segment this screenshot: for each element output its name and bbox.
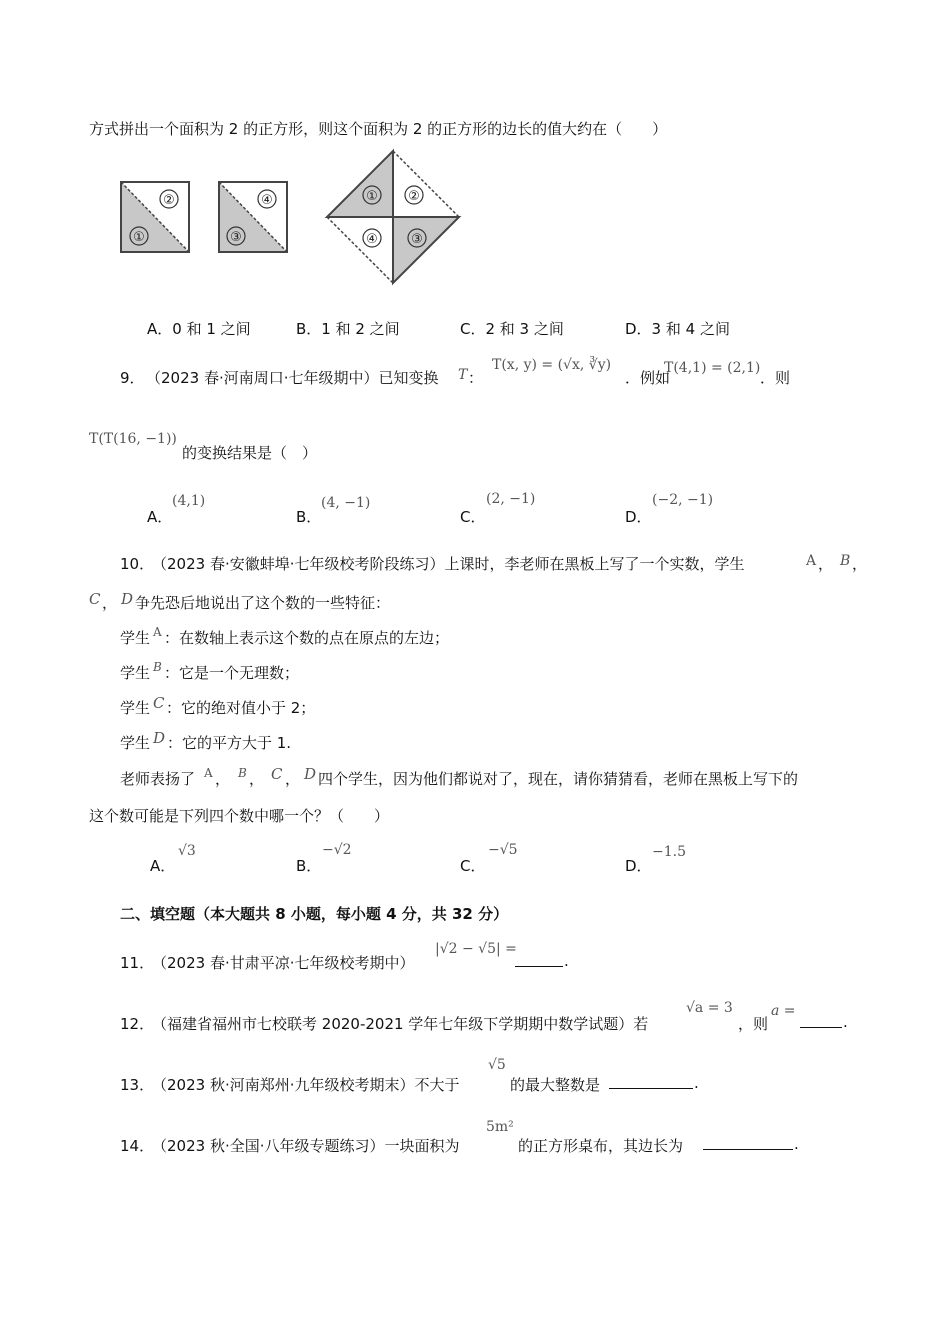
label-2: ② — [408, 189, 420, 204]
q8-option-c[interactable]: C．2 和 3 之间 — [460, 320, 564, 338]
q10-option-a-letter[interactable]: A． — [150, 857, 176, 875]
q13-answer-blank[interactable] — [609, 1074, 693, 1089]
q10-claim-b-var: B — [153, 660, 162, 674]
q10-claim-c-var: C — [153, 694, 165, 712]
q13-number: 13． — [120, 1076, 155, 1094]
q10-comma: ， — [852, 555, 868, 573]
q9-source: （2023 春·河南周口·七年级期中）已知变换 — [146, 369, 439, 387]
q9-var-t: T — [458, 367, 468, 383]
q8-option-d[interactable]: D．3 和 4 之间 — [625, 320, 730, 338]
q10-option-d-value[interactable]: −1.5 — [652, 844, 686, 860]
q10-claim-d-var: D — [153, 729, 166, 747]
q11-formula: |√2 − √5| = — [435, 941, 517, 957]
q10-comma: ， — [285, 770, 301, 788]
q9-option-c-value[interactable]: (2, −1) — [486, 491, 536, 507]
q13-formula: √5 — [488, 1057, 506, 1073]
square-3-4 — [219, 182, 287, 252]
q12-number: 12． — [120, 1015, 155, 1033]
triangle-1 — [327, 151, 393, 217]
q10-option-b-value[interactable]: −√2 — [322, 842, 352, 858]
q12-end: . — [843, 1013, 848, 1031]
triangle-3 — [393, 217, 459, 283]
q12-formula: √a = 3 — [686, 1000, 733, 1016]
q10-claim-c: ：它的绝对值小于 2； — [166, 699, 316, 717]
q10-praise-var-c: C — [271, 765, 283, 783]
q14-number: 14． — [120, 1137, 155, 1155]
q9-example-label: ．例如 — [625, 369, 671, 387]
q10-option-c-value[interactable]: −√5 — [488, 842, 518, 858]
label-1: ① — [366, 189, 378, 204]
q11-answer-blank[interactable] — [515, 952, 563, 967]
diamond — [327, 151, 459, 283]
label-4: ④ — [366, 232, 378, 247]
q10-praise-var-b: B — [238, 766, 247, 780]
q10-comma: ， — [818, 555, 834, 573]
q9-then: ．则 — [760, 369, 791, 387]
dashed-edge — [327, 217, 393, 283]
q14-source: （2023 秋·全国·八年级专题练习）一块面积为 — [152, 1137, 460, 1155]
q9-example: T(4,1) = (2,1) — [664, 360, 761, 376]
q14-formula: 5m² — [486, 1119, 514, 1135]
q9-expression: T(T(16, −1)) — [89, 431, 177, 447]
q9-option-a-value[interactable]: (4,1) — [172, 493, 206, 509]
q10-last-line: 这个数可能是下列四个数中哪一个？（ ） — [89, 807, 390, 825]
q10-var-b: B — [840, 553, 851, 569]
q10-line1: （2023 春·安徽蚌埠·七年级校考阶段练习）上课时，李老师在黑板上写了一个实数，学生 — [152, 555, 745, 573]
label-3: ③ — [230, 230, 242, 245]
q11-number: 11． — [120, 954, 155, 972]
q11-source: （2023 春·甘肃平凉·七年级校考期中） — [152, 954, 415, 972]
q13-end: . — [694, 1074, 699, 1092]
label-4: ④ — [261, 193, 273, 208]
q10-option-a-value[interactable]: √3 — [178, 843, 196, 859]
q9-option-c-letter[interactable]: C． — [460, 508, 486, 526]
q14-end: . — [794, 1135, 799, 1153]
q10-var-d: D — [121, 590, 134, 608]
q12-source: （福建省福州市七校联考 2020-2021 学年七年级下学期期中数学试题）若 — [152, 1015, 649, 1033]
label-1: ① — [133, 230, 145, 245]
q8-stem-tail: 方式拼出一个面积为 2 的正方形，则这个面积为 2 的正方形的边长的值大约在（ ） — [89, 120, 668, 138]
dashed-edge — [393, 151, 459, 217]
q9-option-d-value[interactable]: (−2, −1) — [652, 492, 714, 508]
q10-option-b-letter[interactable]: B． — [296, 857, 322, 875]
q14-tail: 的正方形桌布，其边长为 — [518, 1137, 684, 1155]
q10-student-label: 学生 — [120, 664, 151, 682]
q10-var-a: A — [806, 553, 817, 569]
q10-var-c: C — [89, 590, 101, 608]
q10-number: 10． — [120, 555, 155, 573]
q8-option-b[interactable]: B．1 和 2 之间 — [296, 320, 400, 338]
q10-option-d-letter[interactable]: D． — [625, 857, 652, 875]
q10-claim-a: ：在数轴上表示这个数的点在原点的左边； — [164, 629, 450, 647]
q10-comma: ， — [102, 594, 118, 612]
q10-praise-head: 老师表扬了 — [120, 770, 196, 788]
q10-claim-d: ：它的平方大于 1. — [167, 734, 292, 752]
q10-comma: ， — [215, 770, 231, 788]
q8-option-a[interactable]: A．0 和 1 之间 — [147, 320, 251, 338]
q10-praise-var-a: A — [204, 766, 213, 780]
q10-student-label: 学生 — [120, 629, 151, 647]
q9-option-d-letter[interactable]: D． — [625, 508, 652, 526]
q10-student-label: 学生 — [120, 699, 151, 717]
q10-claim-a-var: A — [153, 625, 162, 639]
q9-colon: ： — [468, 369, 484, 387]
q10-praise-var-d: D — [304, 765, 317, 783]
q14-answer-blank[interactable] — [703, 1135, 793, 1150]
q9-question: 的变换结果是（ ） — [182, 444, 318, 462]
label-2: ② — [163, 193, 175, 208]
q10-claim-b: ：它是一个无理数； — [164, 664, 300, 682]
q10-praise-tail: 四个学生，因为他们都说对了，现在，请你猜猜看，老师在黑板上写下的 — [318, 770, 799, 788]
q9-number: 9． — [120, 369, 145, 387]
q8-figure — [115, 145, 475, 295]
square-1-2 — [121, 182, 189, 252]
q9-option-a-letter[interactable]: A． — [147, 508, 173, 526]
q12-var: a = — [771, 1003, 796, 1019]
label-3: ③ — [411, 232, 423, 247]
q10-comma: ， — [249, 770, 265, 788]
q13-source: （2023 秋·河南郑州·九年级校考期末）不大于 — [152, 1076, 460, 1094]
q11-end: . — [564, 952, 569, 970]
section-2-heading: 二、填空题（本大题共 8 小题，每小题 4 分，共 32 分） — [120, 905, 509, 923]
q12-answer-blank[interactable] — [800, 1013, 842, 1028]
q12-mid: ，则 — [738, 1015, 769, 1033]
q10-student-label: 学生 — [120, 734, 151, 752]
q10-option-c-letter[interactable]: C． — [460, 857, 486, 875]
q9-formula: T(x, y) = (√x, ∛y) — [492, 357, 612, 373]
q9-option-b-value[interactable]: (4, −1) — [321, 495, 371, 511]
q13-tail: 的最大整数是 — [510, 1076, 601, 1094]
q10-line2-tail: 争先恐后地说出了这个数的一些特征： — [135, 594, 391, 612]
q9-option-b-letter[interactable]: B． — [296, 508, 322, 526]
